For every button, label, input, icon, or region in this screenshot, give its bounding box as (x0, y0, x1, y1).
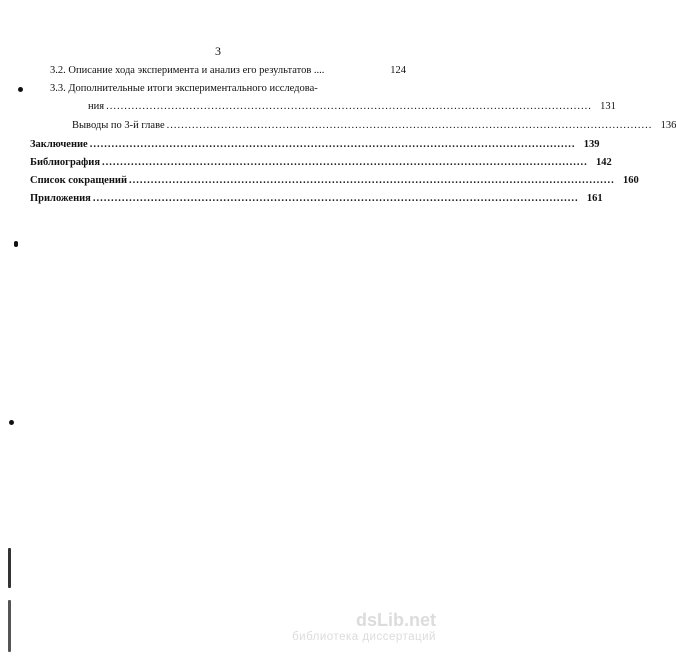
scan-edge-mark (8, 600, 11, 652)
toc-entry-title-continuation: ния (88, 101, 105, 112)
watermark-subtitle: библиотека диссертаций (292, 631, 436, 643)
toc-entry-page: 124 (390, 65, 406, 76)
toc-entry-title: Список сокращений (30, 175, 127, 186)
toc-entry-page: 161 (586, 193, 603, 204)
toc-leader-dots: ...................................................................................................................................... (129, 175, 615, 186)
toc-entry-appendices (30, 192, 603, 205)
toc-entry-page: 139 (583, 139, 600, 150)
watermark-brand: dsLib.net (356, 610, 436, 630)
scan-speck (14, 241, 18, 247)
toc-leader-dots: ...................................................................................................................................... (92, 193, 579, 204)
scan-speck (18, 87, 23, 92)
toc-entry-title: Библиография (30, 157, 101, 168)
toc-entry-3-3-line2 (88, 100, 616, 113)
toc-entry-conclusion (30, 138, 600, 151)
toc-entry-3-3-line1 (50, 82, 370, 95)
toc-entry-abbreviations (30, 174, 639, 187)
toc-entry-page: 136 (660, 120, 676, 131)
toc-entry-title: Заключение (30, 139, 88, 150)
page-number: 3 (215, 44, 221, 58)
toc-entry-title: 3.3. Дополнительные итоги экспериментального исследова- (50, 83, 318, 94)
scan-edge-mark (8, 548, 11, 588)
toc-entry-title: Выводы по 3-й главе (72, 120, 165, 131)
toc-entry-bibliography (30, 156, 612, 169)
toc-entry-page: 131 (600, 101, 616, 112)
toc-entry-chapter-3-conclusions (72, 119, 676, 132)
scan-speck (9, 420, 14, 425)
toc-leader-dots: ...................................................................................................................................... (102, 157, 588, 168)
site-watermark (292, 610, 436, 644)
toc-leader-dots: ...................................................................................................................................... (166, 120, 653, 131)
toc-entry-3-2 (50, 64, 406, 77)
toc-leader-dots: ...................................................................................................................................... (106, 101, 592, 112)
toc-entry-page: 142 (596, 157, 612, 168)
toc-entry-title: 3.2. Описание хода эксперимента и анализ его результатов .... (50, 65, 325, 76)
toc-entry-page: 160 (623, 175, 639, 186)
toc-entry-title: Приложения (30, 193, 91, 204)
toc-leader-dots: ...................................................................................................................................... (89, 139, 576, 150)
